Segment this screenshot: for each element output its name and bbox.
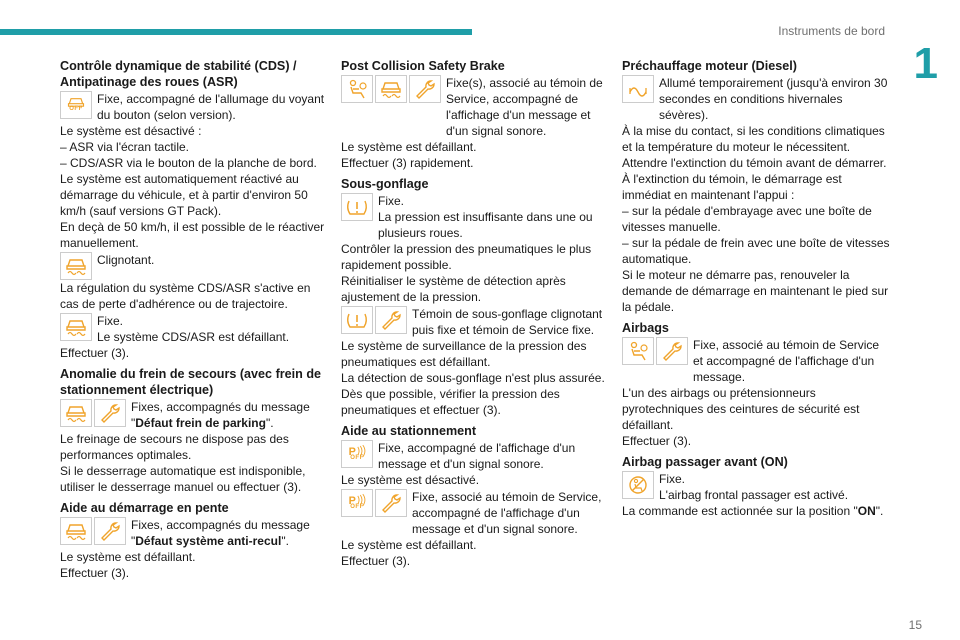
section-title: Airbags	[622, 321, 669, 335]
wrench-icon	[375, 489, 407, 517]
skid-off-icon: OFF	[60, 91, 92, 119]
section-title: Anomalie du frein de secours (avec frein de stationnement électrique)	[60, 367, 322, 397]
tyre-pressure-icon	[341, 306, 373, 334]
svg-text:P: P	[348, 446, 356, 458]
section-title: Aide au démarrage en pente	[60, 501, 229, 515]
column-left	[60, 58, 332, 586]
wrench-icon	[409, 75, 441, 103]
seated-passenger-icon	[341, 75, 373, 103]
column-right	[622, 58, 890, 524]
passenger-airbag-on-icon	[622, 471, 654, 499]
section-title: Airbag passager avant (ON)	[622, 455, 788, 469]
parking-sensor-off-icon: P OFF	[341, 489, 373, 517]
section-airbags: Airbags Fixe, associé au témoin de Service et accompagné de l'affichage d'un message. L'un des airbags ou prétensionneurs pyrotechniques des ceintures de sécurité est défaillant. Effectuer (3).	[622, 320, 890, 449]
section-title: Contrôle dynamique de stabilité (CDS) / Antipatinage des roues (ASR)	[60, 59, 297, 89]
section-emergency-brake: Anomalie du frein de secours (avec frein de stationnement électrique) Fixes, accompagnés du message "Défaut frein de parking". Le freinage de secours ne dispose pas des performances optimales. Si le desserrage automatique est indisponible, utiliser le desserrage manuel ou effectuer (3).	[60, 366, 332, 495]
section-preheating: Préchauffage moteur (Diesel) Allumé temporairement (jusqu'à environ 30 secondes en conditions hivernales sévères). À la mise du contact, si les conditions climatiques et la température du moteur le nécessitent. Attendre l'extinction du témoin avant de démarrer. À l'extinction du témoin, le démarrage est immédiat en maintenant l'appui : – sur la pédale d'embrayage avec une boîte de vitesses manuelle. – sur la pédale de frein avec une boîte de vitesses automatique. Si le moteur ne démarre pas, renouveler la demande de démarrage en maintenant le pied sur la pédale.	[622, 59, 890, 314]
skid-icon	[60, 313, 92, 341]
section-title: Sous-gonflage	[341, 177, 429, 191]
wrench-icon	[94, 399, 126, 427]
chapter-number: 1	[913, 39, 938, 88]
section-hill-start: Aide au démarrage en pente Fixes, accompagnés du message "Défaut système anti-recul". Le système est défaillant. Effectuer (3).	[60, 500, 332, 581]
skid-icon	[60, 399, 92, 427]
skid-icon	[60, 517, 92, 545]
section-parking-aid: Aide au stationnement P OFF Fixe, accompagné de l'affichage d'un message et d'un signal sonore. Le système est désactivé. P OFF Fixe, associé au témoin de Service, accompagné de l'affichage d'un message et d'un signal sonore. Le système est défaillant. Effectuer (3).	[341, 423, 607, 569]
wrench-icon	[656, 337, 688, 365]
skid-icon	[60, 252, 92, 280]
wrench-icon	[375, 306, 407, 334]
section-title: Post Collision Safety Brake	[341, 59, 505, 73]
header-bar	[0, 29, 472, 35]
section-title: Préchauffage moteur (Diesel)	[622, 59, 797, 73]
page-number: 15	[908, 618, 922, 632]
seated-passenger-icon	[622, 337, 654, 365]
section-passenger-airbag: Airbag passager avant (ON) Fixe. L'airbag frontal passager est activé. La commande est actionnée sur la position "ON".	[622, 454, 890, 519]
svg-text:P: P	[348, 495, 356, 507]
glow-plug-icon	[622, 75, 654, 103]
section-cds-asr: Contrôle dynamique de stabilité (CDS) / Antipatinage des roues (ASR) OFF Fixe, accompagné de l'allumage du voyant du bouton (selon version). Le système est désactivé : – ASR via l'écran tactile. – CDS/ASR via le bouton de la planche de bord. Le système est automatiquement réactivé au démarrage du véhicule, et à partir d'environ 50 km/h (sauf versions GT Pack). En deçà de 50 km/h, il est possible de le réactiver manuellement. Clignotant. La régulation du système CDS/ASR s'active en cas de perte d'adhérence ou de trajectoire. Fixe. Le système CDS/ASR est défaillant. Effectuer (3).	[60, 58, 332, 361]
section-post-collision: Post Collision Safety Brake Fixe(s), associé au témoin de Service, accompagné de l'affichage d'un message et d'un signal sonore. Le système est défaillant. Effectuer (3) rapidement.	[341, 58, 607, 171]
tyre-pressure-icon	[341, 193, 373, 221]
wrench-icon	[94, 517, 126, 545]
parking-sensor-off-icon: P OFF	[341, 440, 373, 468]
section-title: Aide au stationnement	[341, 424, 477, 438]
chapter-title: Instruments de bord	[778, 24, 885, 38]
skid-icon	[375, 75, 407, 103]
column-middle	[341, 58, 607, 574]
section-underinflation: Sous-gonflage Fixe. La pression est insuffisante dans une ou plusieurs roues. Contrôler la pression des pneumatiques le plus rapidement possible. Réinitialiser le système de détection après ajustement de la pression. Témoin de sous-gonflage clignotant puis fixe et témoin de Service fixe. Le système de surveillance de la pression des pneumatiques est défaillant. La détection de sous-gonflage n'est plus assurée. Dès que possible, vérifier la pression des pneumatiques et effectuer (3).	[341, 176, 607, 418]
